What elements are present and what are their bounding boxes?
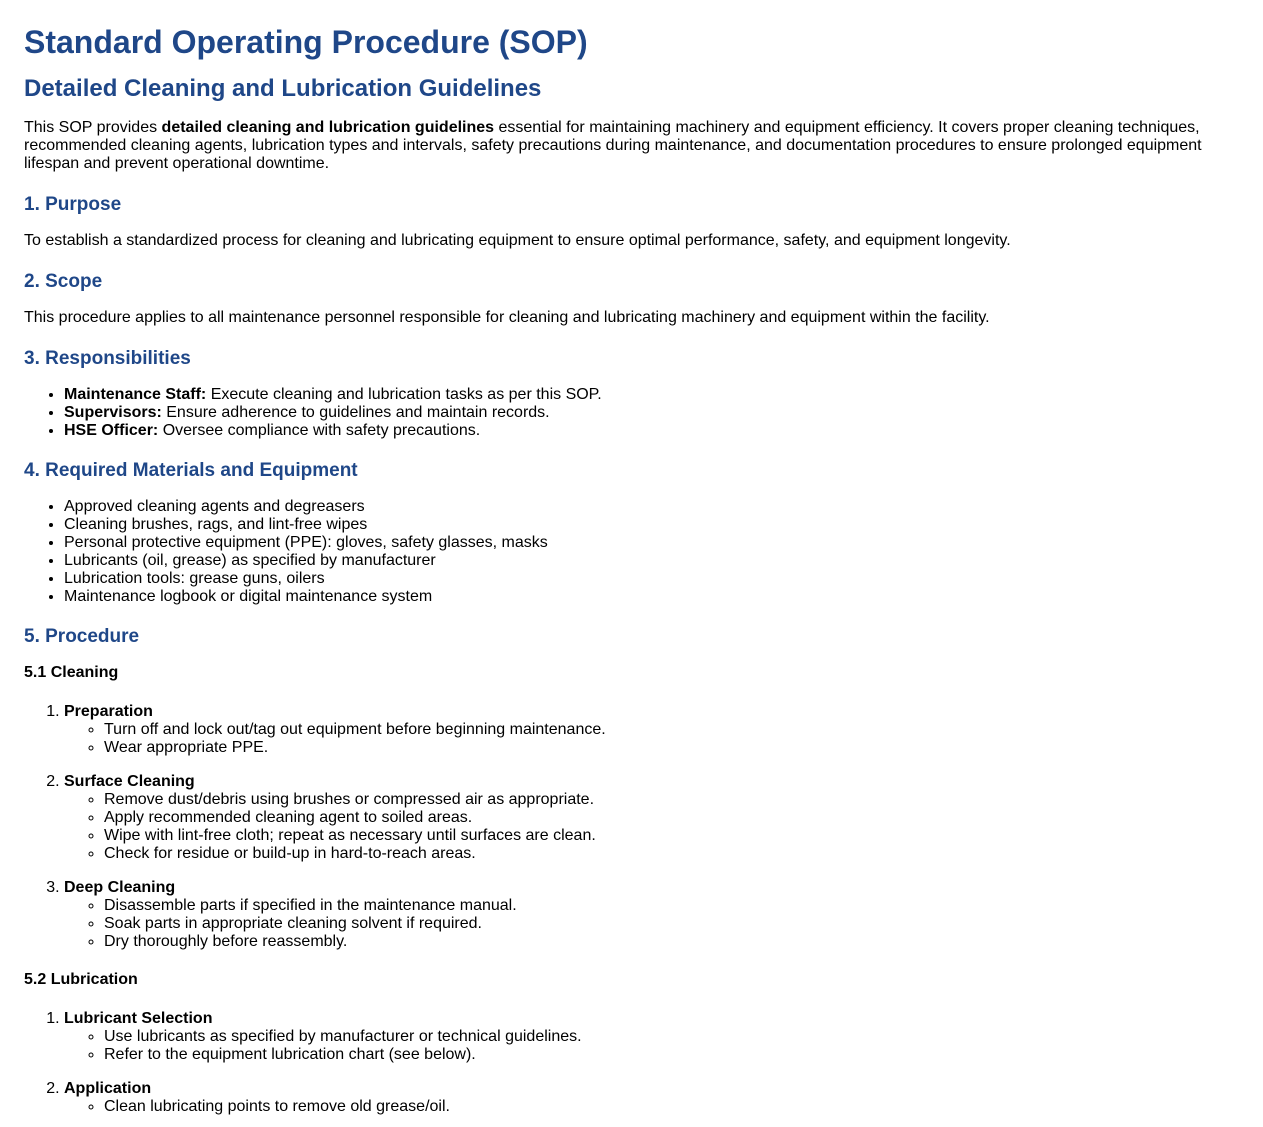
list-item: ◦ Turn off and lock out/tag out equipment before beginning maintenance.: [104, 721, 1239, 739]
list-item: • Maintenance logbook or digital maintenance system: [64, 588, 1239, 606]
step-item: [64, 773, 1239, 863]
page-subtitle: Detailed Cleaning and Lubrication Guidelines: [24, 75, 542, 102]
role-label: Maintenance Staff:: [64, 386, 207, 403]
step-substeps: [64, 1028, 1239, 1064]
list-item: • Personal protective equipment (PPE): gloves, safety glasses, masks: [64, 534, 1239, 552]
intro-text-before: This SOP provides: [24, 119, 162, 136]
responsibilities-list: [24, 386, 1239, 440]
list-item: • Approved cleaning agents and degreasers: [64, 498, 1239, 516]
list-item: ◦ Use lubricants as specified by manufacturer or technical guidelines.: [104, 1028, 1239, 1046]
responsibilities-heading: 3. Responsibilities: [24, 348, 191, 369]
list-item: ◦ Apply recommended cleaning agent to soiled areas.: [104, 809, 1239, 827]
materials-heading: 4. Required Materials and Equipment: [24, 460, 358, 481]
intro-text-bold: detailed cleaning and lubrication guidelines: [161, 119, 495, 136]
list-item: ◦ Soak parts in appropriate cleaning solvent if required.: [104, 915, 1239, 933]
intro-paragraph: [24, 119, 1239, 173]
list-item: • Cleaning brushes, rags, and lint-free wipes: [64, 516, 1239, 534]
list-item: [64, 422, 1239, 440]
step-item: [64, 1010, 1239, 1064]
scope-text: This procedure applies to all maintenance personnel responsible for cleaning and lubricating machinery and equipment within the facility.: [24, 309, 990, 326]
step-title: Application: [64, 1080, 152, 1097]
list-item: ◦ Check for residue or build-up in hard-to-reach areas.: [104, 845, 1239, 863]
list-item: • Lubricants (oil, grease) as specified by manufacturer: [64, 552, 1239, 570]
cleaning-steps: [24, 703, 1239, 951]
page-title: Standard Operating Procedure (SOP): [24, 24, 588, 60]
step-substeps: [64, 897, 1239, 951]
step-title: Deep Cleaning: [64, 879, 176, 896]
list-item: ◦ Remove dust/debris using brushes or compressed air as appropriate.: [104, 791, 1239, 809]
cleaning-heading: 5.1 Cleaning: [24, 664, 119, 681]
list-item: [64, 386, 1239, 404]
step-item: [64, 1080, 1239, 1116]
list-item: • Lubrication tools: grease guns, oilers: [64, 570, 1239, 588]
intro-text-after: essential for maintaining machinery and equipment efficiency. It covers proper cleaning techniques, recommended cleaning agents, lubrication types and intervals, safety precautions during maintenance, and documentation procedures to ensure prolonged equipment lifespan and prevent operational downtime.: [24, 119, 1202, 172]
role-label: HSE Officer:: [64, 422, 159, 439]
step-title: Preparation: [64, 703, 153, 720]
step-substeps: [64, 791, 1239, 863]
role-text: Execute cleaning and lubrication tasks as per this SOP.: [206, 386, 602, 403]
purpose-heading: 1. Purpose: [24, 194, 122, 215]
list-item: ◦ Clean lubricating points to remove old grease/oil.: [104, 1098, 1239, 1116]
lubrication-heading: 5.2 Lubrication: [24, 971, 138, 988]
step-substeps: [64, 1098, 1239, 1116]
list-item: ◦ Wipe with lint-free cloth; repeat as necessary until surfaces are clean.: [104, 827, 1239, 845]
scope-heading: 2. Scope: [24, 271, 103, 292]
step-item: [64, 879, 1239, 951]
list-item: ◦ Refer to the equipment lubrication chart (see below).: [104, 1046, 1239, 1064]
list-item: ◦ Disassemble parts if specified in the maintenance manual.: [104, 897, 1239, 915]
step-substeps: [64, 721, 1239, 757]
step-title: Lubricant Selection: [64, 1010, 213, 1027]
list-item: [64, 404, 1239, 422]
purpose-text: To establish a standardized process for cleaning and lubricating equipment to ensure optimal performance, safety, and equipment longevity.: [24, 232, 1011, 249]
list-item: ◦ Wear appropriate PPE.: [104, 739, 1239, 757]
list-item: ◦ Dry thoroughly before reassembly.: [104, 933, 1239, 951]
step-item: [64, 703, 1239, 757]
step-title: Surface Cleaning: [64, 773, 195, 790]
role-text: Oversee compliance with safety precautions.: [158, 422, 481, 439]
procedure-heading: 5. Procedure: [24, 626, 140, 647]
role-text: Ensure adherence to guidelines and maintain records.: [161, 404, 550, 421]
lubrication-steps: [24, 1010, 1239, 1116]
materials-list: [24, 498, 1239, 606]
role-label: Supervisors:: [64, 404, 162, 421]
